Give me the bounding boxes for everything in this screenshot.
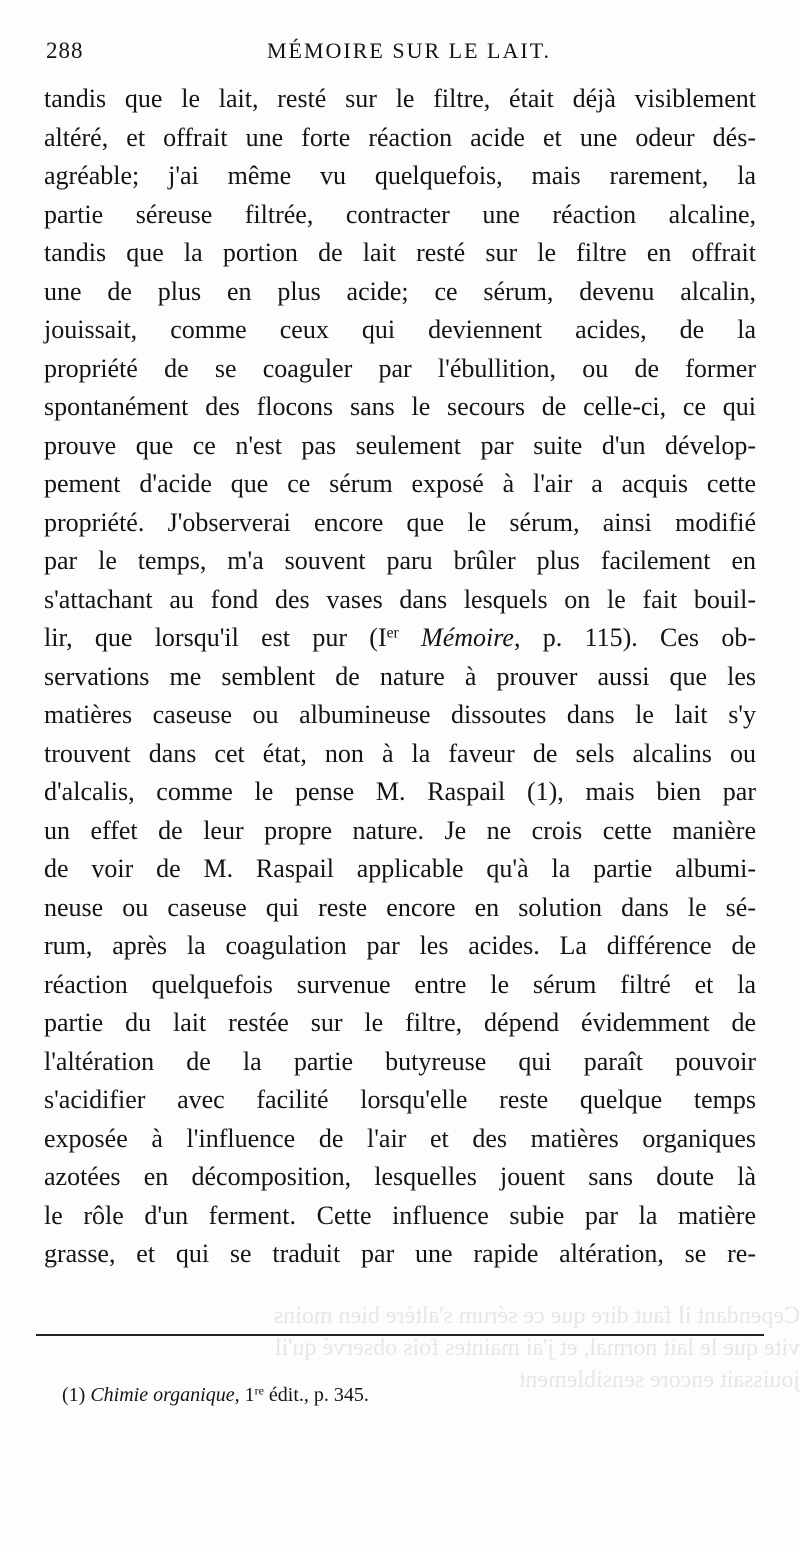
- text-line: l'altération de la partie butyreuse qui paraît pouvoir: [44, 1046, 756, 1076]
- text-line: pement d'acide que ce sérum exposé à l'air a acquis cette: [44, 469, 756, 498]
- text-line: propriété. J'observerai encore que le sérum, ainsi modifié: [44, 507, 756, 537]
- text-line-citation: [44, 619, 756, 658]
- text-line: grasse, et qui se traduit par une rapide altération, se re-: [44, 1239, 756, 1268]
- footnote-edition-number: 1: [244, 1384, 255, 1406]
- citation-title: Mémoire: [421, 623, 514, 652]
- footnote-rule: [36, 1334, 764, 1336]
- text-line: trouvent dans cet état, non à la faveur de sels alcalins ou: [44, 738, 756, 768]
- text-line: tandis que le lait, resté sur le filtre, était déjà visiblement: [44, 84, 756, 113]
- text-line: rum, après la coagulation par les acides. La différence de: [44, 931, 756, 960]
- text-line: de voir de M. Raspail applicable qu'à la partie albumi-: [44, 854, 756, 883]
- bleed-line: Cependant il faut dire que ce sérum s'altère bien moins: [273, 1303, 800, 1329]
- text-line: partie séreuse filtrée, contracter une réaction alcaline,: [44, 199, 756, 229]
- footnote-edition-rest: édit., p. 345.: [268, 1384, 369, 1406]
- text-line: une de plus en plus acide; ce sérum, devenu alcalin,: [44, 276, 756, 306]
- citation-rest: , p. 115). Ces ob-: [513, 623, 757, 652]
- text-line: jouissait, comme ceux qui deviennent acides, de la: [44, 315, 756, 344]
- footnote-marker: (1): [62, 1384, 86, 1406]
- footnote-title: Chimie organique,: [90, 1384, 240, 1406]
- text-line: servations me semblent de nature à prouver aussi que les: [44, 661, 756, 691]
- text-line: azotées en décomposition, lesquelles jouent sans doute là: [44, 1162, 756, 1191]
- running-title: MÉMOIRE SUR LE LAIT.: [266, 38, 552, 63]
- text-line: s'attachant au fond des vases dans lesquels on le fait bouil-: [44, 584, 756, 614]
- text-line: s'acidifier avec facilité lorsqu'elle reste quelque temps: [44, 1085, 756, 1114]
- text-line: partie du lait restée sur le filtre, dépend évidemment de: [44, 1008, 756, 1037]
- page-header: [46, 38, 754, 72]
- text-line: tandis que la portion de lait resté sur le filtre en offrait: [44, 238, 756, 267]
- page-number: 288: [46, 38, 84, 63]
- text-line: spontanément des flocons sans le secours de celle-ci, ce qui: [44, 392, 756, 421]
- footnote-edition-superscript: re: [254, 1383, 264, 1398]
- text-line: propriété de se coaguler par l'ébullition, ou de former: [44, 353, 756, 383]
- text-line: agréable; j'ai même vu quelquefois, mais rarement, la: [44, 161, 756, 190]
- text-line: un effet de leur propre nature. Je ne crois cette manière: [44, 815, 756, 845]
- text-line: prouve que ce n'est pas seulement par suite d'un dévelop-: [44, 430, 756, 460]
- text-line: matières caseuse ou albumineuse dissoutes dans le lait s'y: [44, 700, 756, 729]
- text-line: le rôle d'un ferment. Cette influence subie par la matière: [44, 1200, 756, 1230]
- text-line: réaction quelquefois survenue entre le sérum filtré et la: [44, 969, 756, 999]
- text-line: d'alcalis, comme le pense M. Raspail (1), mais bien par: [44, 777, 756, 806]
- bleed-line: jouissait encore sensiblement: [518, 1367, 800, 1393]
- body-text: [44, 80, 756, 1274]
- footnote: [62, 1384, 369, 1407]
- text-line: par le temps, m'a souvent paru brûler plus facilement en: [44, 546, 756, 575]
- text-line: neuse ou caseuse qui reste encore en solution dans le sé-: [44, 892, 756, 922]
- bleed-line: vite que le lait normal, et j'ai maintes fois observé qu'il: [274, 1335, 800, 1361]
- text-line: exposée à l'influence de l'air et des matières organiques: [44, 1123, 756, 1153]
- citation-lead: lir, que lorsqu'il est pur (I: [44, 623, 387, 652]
- text-line: altéré, et offrait une forte réaction acide et une odeur dés-: [44, 122, 756, 152]
- citation-superscript: er: [386, 624, 399, 642]
